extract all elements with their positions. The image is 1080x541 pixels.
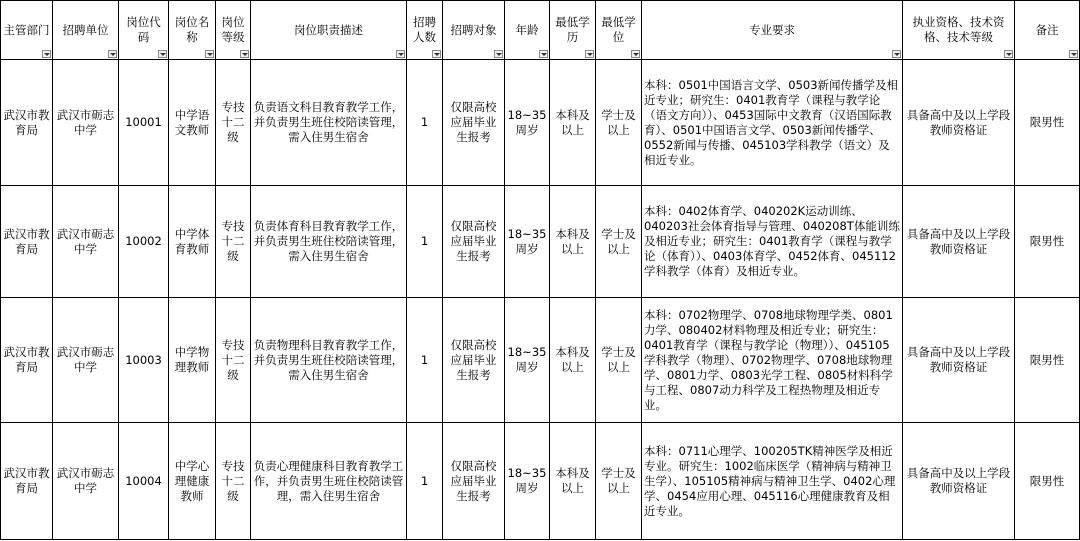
- cell-level: 专技十二级: [216, 60, 251, 186]
- cell-degree: 学士及以上: [596, 186, 642, 298]
- cell-duty: 负责语文科目教育教学工作，并负责男生班住校陪读管理，需入住男生宿舍: [251, 60, 407, 186]
- header-education: [550, 1, 596, 60]
- cell-age: 18~35周岁: [505, 60, 550, 186]
- header-label: 岗位名称: [174, 15, 210, 44]
- header-department: [1, 1, 53, 60]
- cell-count: 1: [407, 298, 443, 423]
- header-row: [1, 1, 1080, 60]
- cell-position: 中学物理教师: [169, 298, 216, 423]
- filter-dropdown-icon[interactable]: [205, 50, 214, 58]
- header-label: 主管部门: [3, 22, 50, 37]
- cell-major: 本科：0711心理学、100205TK精神医学及相近专业。研究生：1002临床医学（精神病与精神卫生学）、105105精神病与精神卫生学、0402心理学、0454应用心理、045116心理健康教育及相近专业。: [642, 423, 903, 540]
- cell-department: 武汉市教育局: [1, 60, 53, 186]
- cell-target: 仅限高校应届毕业生报考: [443, 60, 505, 186]
- cell-education: 本科及以上: [550, 298, 596, 423]
- cell-unit: 武汉市砺志中学: [53, 60, 119, 186]
- cell-code: 10001: [119, 60, 169, 186]
- cell-major: 本科：0501中国语言文学、0503新闻传播学及相近专业；研究生：0401教育学（课程与教学论（语文方向））、0453国际中文教育（汉语国际教育）、0501中国语言文学、0503新闻传播学、0552新闻与传播、045103学科教学（语文）及相近专业。: [642, 60, 903, 186]
- filter-dropdown-icon[interactable]: [494, 50, 503, 58]
- cell-major: 本科：0402体育学、040202K运动训练、040203社会体育指导与管理、040208T体能训练及相近专业；研究生：0401教育学（课程与教学论（体育））、0403体育学、0452体育、045112学科教学（体育）及相近专业。: [642, 186, 903, 298]
- cell-level: 专技十二级: [216, 423, 251, 540]
- table-row: [1, 60, 1080, 186]
- cell-department: 武汉市教育局: [1, 298, 53, 423]
- cell-target: 仅限高校应届毕业生报考: [443, 298, 505, 423]
- header-qualification: [903, 1, 1015, 60]
- filter-dropdown-icon[interactable]: [892, 50, 901, 58]
- header-label: 最低学历: [555, 15, 590, 44]
- filter-dropdown-icon[interactable]: [631, 50, 640, 58]
- cell-education: 本科及以上: [550, 423, 596, 540]
- table-row: [1, 298, 1080, 423]
- filter-dropdown-icon[interactable]: [1004, 50, 1013, 58]
- cell-count: 1: [407, 423, 443, 540]
- cell-note: 限男性: [1015, 60, 1080, 186]
- cell-code: 10004: [119, 423, 169, 540]
- cell-position: 中学心理健康教师: [169, 423, 216, 540]
- header-label: 岗位职责描述: [294, 22, 363, 37]
- cell-position: 中学体育教师: [169, 186, 216, 298]
- cell-qualification: 具备高中及以上学段教师资格证: [903, 186, 1015, 298]
- cell-count: 1: [407, 186, 443, 298]
- table-row: [1, 423, 1080, 540]
- filter-dropdown-icon[interactable]: [42, 50, 51, 58]
- cell-note: 限男性: [1015, 186, 1080, 298]
- header-label: 招聘单位: [62, 22, 109, 37]
- cell-department: 武汉市教育局: [1, 423, 53, 540]
- header-label: 岗位代码: [126, 15, 161, 44]
- cell-unit: 武汉市砺志中学: [53, 423, 119, 540]
- cell-duty: 负责物理科目教育教学工作，并负责男生班住校陪读管理，需入住男生宿舍: [251, 298, 407, 423]
- header-code: [119, 1, 169, 60]
- filter-dropdown-icon[interactable]: [158, 50, 167, 58]
- filter-dropdown-icon[interactable]: [539, 50, 548, 58]
- cell-qualification: 具备高中及以上学段教师资格证: [903, 60, 1015, 186]
- cell-major: 本科：0702物理学、0708地球物理学类、0801力学、080402材料物理及相近专业；研究生：0401教育学（课程与教学论（物理））、045105学科教学（物理）、0702物理学、0708地球物理学、0801力学、0803光学工程、0805材料科学与工程、0807动力科学及工程热物理及相近专业。: [642, 298, 903, 423]
- cell-unit: 武汉市砺志中学: [53, 298, 119, 423]
- header-note: [1015, 1, 1080, 60]
- table-row: [1, 186, 1080, 298]
- header-label: 最低学位: [601, 15, 636, 44]
- cell-target: 仅限高校应届毕业生报考: [443, 186, 505, 298]
- header-level: [216, 1, 251, 60]
- cell-duty: 负责体育科目教育教学工作，并负责男生班住校陪读管理，需入住男生宿舍: [251, 186, 407, 298]
- cell-code: 10003: [119, 298, 169, 423]
- header-label: 执业资格、技术资格、技术等级: [912, 15, 1005, 44]
- cell-level: 专技十二级: [216, 186, 251, 298]
- filter-dropdown-icon[interactable]: [240, 50, 249, 58]
- cell-age: 18~35周岁: [505, 298, 550, 423]
- header-label: 招聘对象: [450, 22, 497, 37]
- filter-dropdown-icon[interactable]: [396, 50, 405, 58]
- filter-dropdown-icon[interactable]: [432, 50, 441, 58]
- filter-dropdown-icon[interactable]: [108, 50, 117, 58]
- cell-degree: 学士及以上: [596, 298, 642, 423]
- cell-code: 10002: [119, 186, 169, 298]
- header-position: [169, 1, 216, 60]
- header-label: 招聘人数: [413, 15, 436, 44]
- header-label: 年龄: [515, 22, 539, 37]
- cell-unit: 武汉市砺志中学: [53, 186, 119, 298]
- cell-target: 仅限高校应届毕业生报考: [443, 423, 505, 540]
- cell-age: 18~35周岁: [505, 423, 550, 540]
- cell-level: 专技十二级: [216, 298, 251, 423]
- cell-duty: 负责心理健康科目教育教学工作，并负责男生班住校陪读管理，需入住男生宿舍: [251, 423, 407, 540]
- cell-position: 中学语文教师: [169, 60, 216, 186]
- header-unit: [53, 1, 119, 60]
- header-label: 备注: [1035, 22, 1059, 37]
- header-age: [505, 1, 550, 60]
- cell-degree: 学士及以上: [596, 423, 642, 540]
- cell-age: 18~35周岁: [505, 186, 550, 298]
- cell-education: 本科及以上: [550, 60, 596, 186]
- header-duty: [251, 1, 407, 60]
- cell-degree: 学士及以上: [596, 60, 642, 186]
- cell-qualification: 具备高中及以上学段教师资格证: [903, 423, 1015, 540]
- cell-department: 武汉市教育局: [1, 186, 53, 298]
- header-count: [407, 1, 443, 60]
- header-major: [642, 1, 903, 60]
- filter-dropdown-icon[interactable]: [585, 50, 594, 58]
- cell-note: 限男性: [1015, 423, 1080, 540]
- cell-education: 本科及以上: [550, 186, 596, 298]
- header-label: 岗位等级: [221, 15, 245, 44]
- header-label: 专业要求: [749, 22, 795, 37]
- filter-dropdown-icon[interactable]: [1069, 50, 1078, 58]
- cell-note: 限男性: [1015, 298, 1080, 423]
- header-target: [443, 1, 505, 60]
- cell-qualification: 具备高中及以上学段教师资格证: [903, 298, 1015, 423]
- cell-count: 1: [407, 60, 443, 186]
- header-degree: [596, 1, 642, 60]
